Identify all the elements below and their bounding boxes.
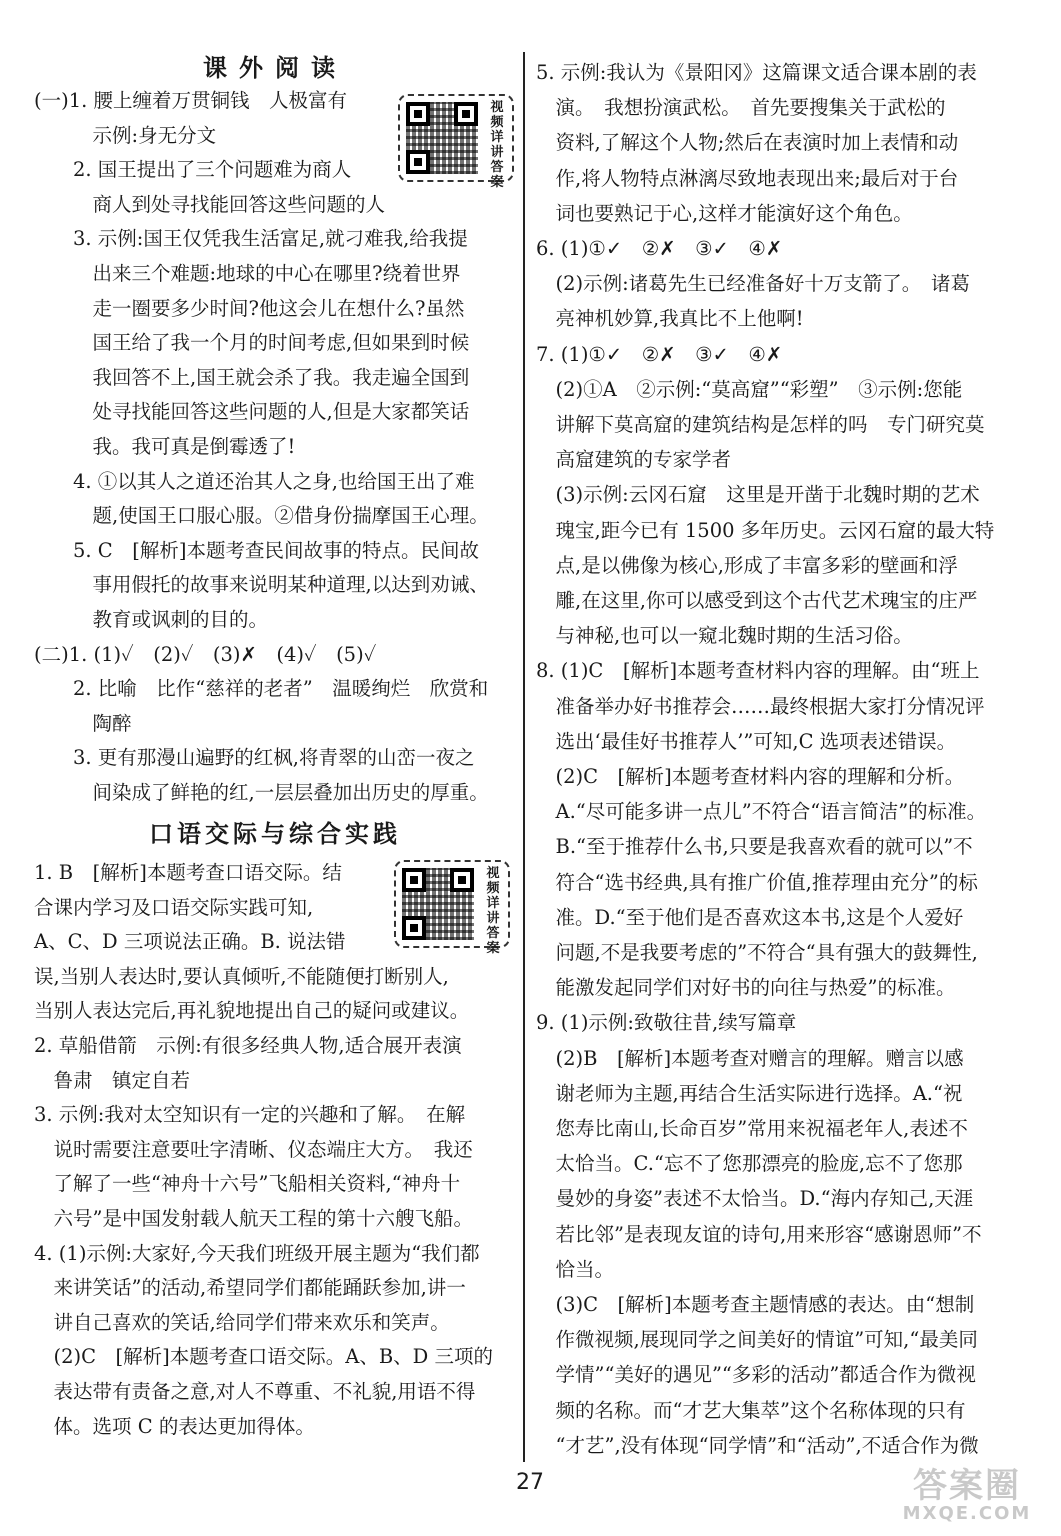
text-line: 作微视频,展现同学之间美好的情谊”可知,“最美同 xyxy=(536,1328,978,1352)
text-line: 谢老师为主题,再结合生活实际进行选择。A.“祝 xyxy=(536,1081,963,1105)
text-line: 间染成了鲜艳的红,一层层叠加出历史的厚重。 xyxy=(34,781,489,804)
text-line: 当别人表达完后,再礼貌地提出自己的疑问或建议。 xyxy=(34,999,470,1023)
text-line: 点,是以佛像为核心,形成了丰富多彩的壁画和浮 xyxy=(536,553,958,577)
page-number: 27 xyxy=(516,1470,544,1495)
text-line: 5. 示例:我认为《景阳冈》这篇课文适合课本剧的表 xyxy=(536,61,977,84)
qr-code-icon xyxy=(402,868,474,940)
text-line: 太恰当。C.“忘不了您那漂亮的脸庞,忘不了您那 xyxy=(536,1152,963,1176)
text-line: 走一圈要多少时间?他这会儿在想什么?虽然 xyxy=(34,296,465,320)
text-line: 资料,了解这个人物;然后在表演时加上表情和动 xyxy=(536,131,959,155)
text-line: 讲解下莫高窟的建筑结构是怎样的吗 专门研究莫 xyxy=(536,413,985,436)
text-line: 曼妙的身姿”表述不太恰当。D.“海内存知己,天涯 xyxy=(536,1187,974,1211)
watermark-logo: 答案圈 MXQE.COM xyxy=(902,1466,1032,1524)
qr-code-icon xyxy=(406,102,478,174)
text-line: A.“尽可能多讲一点儿”不符合“语言简洁”的标准。 xyxy=(536,800,987,824)
text-line: 4. (1)示例:大家好,今天我们班级开展主题为“我们都 xyxy=(34,1241,480,1265)
text-line: 讲自己喜欢的笑话,给同学们带来欢乐和笑声。 xyxy=(34,1310,450,1334)
qr-label: 视频详讲答案 xyxy=(486,866,500,956)
text-line: 频的名称。而“才艺大集萃”这个名称体现的只有 xyxy=(536,1398,966,1422)
text-line: 题,使国王口服心服。②借身份揣摩国王心理。 xyxy=(34,504,489,528)
text-line: (2)①A ②示例:“莫高窟”“彩塑” ③示例:您能 xyxy=(536,377,963,401)
section-heading-oral-communication: 口语交际与综合实践 xyxy=(149,820,401,848)
text-line: 词也要熟记于心,这样才能演好这个角色。 xyxy=(536,201,913,225)
text-line: 了解了一些“神舟十六号”飞船相关资料,“神舟十 xyxy=(34,1172,461,1196)
text-line: (二)1. (1)✓ (2)✓ (3)✗ (4)✓ (5)✓ xyxy=(34,642,377,666)
text-line: 准。D.“至于他们是否喜欢这本书,这是个人爱好 xyxy=(536,905,964,929)
text-line: 国王给了我一个月的时间考虑,但如果到时候 xyxy=(34,331,470,355)
text-line: 我回答不上,国王就会杀了我。我走遍全国到 xyxy=(34,365,470,389)
text-line: 体。选项 C 的表达更加得体。 xyxy=(34,1414,315,1438)
text-line: 雕,在这里,你可以感受到这个古代艺术瑰宝的庄严 xyxy=(536,589,978,612)
text-line: 鲁肃 镇定自若 xyxy=(34,1068,191,1092)
text-line: 3. 示例:我对太空知识有一定的兴趣和了解。 在解 xyxy=(34,1103,466,1127)
text-line: 合课内学习及口语交际实践可知, xyxy=(34,895,314,919)
text-line: 4. ①以其人之道还治其人之身,也给国王出了难 xyxy=(34,469,475,493)
text-line: (一)1. 腰上缠着万贯铜钱 人极富有 xyxy=(34,89,348,112)
text-line: 您寿比南山,长命百岁”常用来祝福老年人,表述不 xyxy=(536,1117,968,1140)
text-line: (2)C [解析]本题考查口语交际。A、B、D 三项的 xyxy=(34,1345,494,1369)
text-line: 能激发起同学们对好书的向往与热爱”的标准。 xyxy=(536,976,956,1000)
text-line: 亮神机妙算,我真比不上他啊! xyxy=(536,307,804,331)
text-line: 商人到处寻找能回答这些问题的人 xyxy=(34,192,386,216)
text-line: B.“至于推荐什么书,只要是我喜欢看的就可以”不 xyxy=(536,835,973,859)
text-line: 选出‘最佳好书推荐人’”可知,C 选项表述错误。 xyxy=(536,729,957,753)
text-line: 学情”“美好的遇见”“多彩的活动”都适合作为微视 xyxy=(536,1363,976,1387)
text-line: 事用假托的故事来说明某种道理,以达到劝诫、 xyxy=(34,573,489,597)
text-line: 9. (1)示例:致敬往昔,续写篇章 xyxy=(536,1011,797,1035)
text-line: 误,当别人表达时,要认真倾听,不能随便打断别人, xyxy=(34,964,449,988)
text-line: 演。 我想扮演武松。 首先要搜集关于武松的 xyxy=(536,96,946,120)
text-line: 表达带有责备之意,对人不尊重、不礼貌,用语不得 xyxy=(34,1380,476,1403)
text-line: 教育或讽刺的目的。 xyxy=(34,608,269,631)
text-line: 8. (1)C [解析]本题考查材料内容的理解。由“班上 xyxy=(536,659,980,683)
text-line: 若比邻”是表现友谊的诗句,用来形容“感谢恩师”不 xyxy=(536,1222,982,1246)
text-line: 2. 国王提出了三个问题难为商人 xyxy=(34,158,352,182)
text-line: 处寻找能回答这些问题的人,但是大家都笑话 xyxy=(34,400,470,424)
text-line: 1. B [解析]本题考查口语交际。结 xyxy=(34,861,342,884)
text-line: 与神秘,也可以一窥北魏时期的生活习俗。 xyxy=(536,624,913,648)
text-line: 3. 更有那漫山遍野的红枫,将青翠的山峦一夜之 xyxy=(34,746,475,770)
text-line: 陶醉 xyxy=(34,711,132,735)
text-line: (3)C [解析]本题考查主题情感的表达。由“想制 xyxy=(536,1293,975,1316)
text-line: 准备举办好书推荐会……最终根据大家打分情况评 xyxy=(536,694,985,718)
text-line: 高窟建筑的专家学者 xyxy=(536,448,732,472)
text-line: (2)B [解析]本题考查对赠言的理解。赠言以感 xyxy=(536,1046,964,1070)
text-line: 六号”是中国发射载人航天工程的第十六艘飞船。 xyxy=(34,1207,473,1230)
text-line: (3)示例:云冈石窟 这里是开凿于北魏时期的艺术 xyxy=(536,483,980,507)
text-line: 问题,不是我要考虑的”不符合“具有强大的鼓舞性, xyxy=(536,941,978,964)
text-line: 2. 草船借箭 示例:有很多经典人物,适合展开表演 xyxy=(34,1034,462,1057)
section-heading-extracurricular-reading: 课外阅读 xyxy=(203,54,347,82)
text-line: 作,将人物特点淋漓尽致地表现出来;最后对于台 xyxy=(536,166,959,190)
text-line: 7. (1)①✓ ②✗ ③✓ ④✗ xyxy=(536,342,783,366)
text-line: 3. 示例:国王仅凭我生活富足,就刁难我,给我提 xyxy=(34,227,468,251)
text-line: 说时需要注意要吐字清晰、仪态端庄大方。 我还 xyxy=(34,1137,473,1161)
text-line: 来讲笑话”的活动,希望同学们都能踊跃参加,讲一 xyxy=(34,1276,466,1300)
text-line: A、C、D 三项说法正确。B. 说法错 xyxy=(34,930,346,954)
text-line: 瑰宝,距今已有 1500 多年历史。云冈石窟的最大特 xyxy=(536,518,995,542)
qr-code-video-explanation-2[interactable] xyxy=(394,860,510,956)
column-divider xyxy=(523,52,525,1462)
text-line: 5. C [解析]本题考查民间故事的特点。民间故 xyxy=(34,538,479,562)
qr-label: 视频详讲答案 xyxy=(490,100,504,190)
text-line: 6. (1)①✓ ②✗ ③✓ ④✗ xyxy=(536,237,783,260)
text-line: (2)示例:诸葛先生已经准备好十万支箭了。 诸葛 xyxy=(536,272,970,296)
text-line: (2)C [解析]本题考查材料内容的理解和分析。 xyxy=(536,765,965,788)
text-line: 符合“选书经典,具有推广价值,推荐理由充分”的标 xyxy=(536,870,978,894)
text-line: 出来三个难题:地球的中心在哪里?绕着世界 xyxy=(34,262,461,285)
text-line: 2. 比喻 比作“慈祥的老者” 温暖绚烂 欣赏和 xyxy=(34,677,489,701)
qr-code-video-explanation-1[interactable] xyxy=(398,94,514,190)
text-line: “才艺”,没有体现“同学情”和“活动”,不适合作为微 xyxy=(536,1433,979,1457)
text-line: 示例:身无分文 xyxy=(34,123,217,147)
text-line: 恰当。 xyxy=(536,1257,615,1281)
text-line: 我。我可真是倒霉透了! xyxy=(34,435,296,458)
